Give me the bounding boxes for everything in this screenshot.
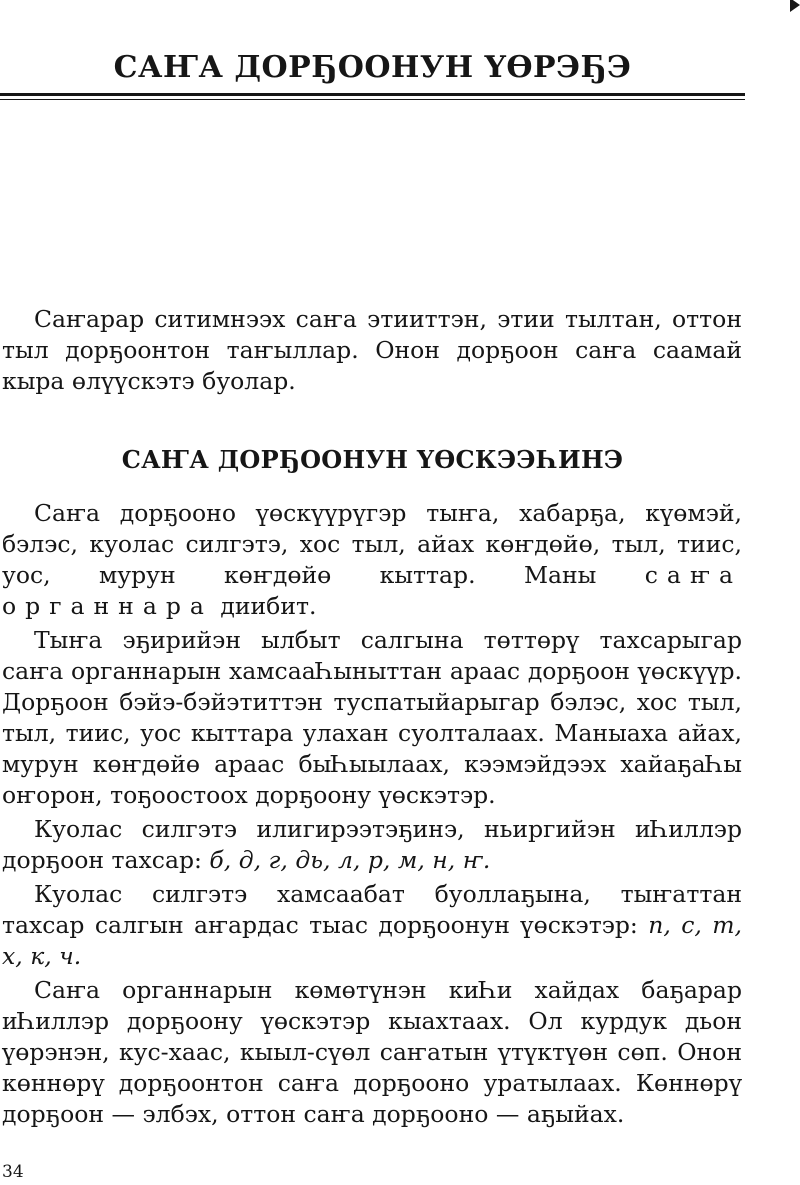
corner-mark [790, 0, 800, 12]
header-rule-thick [0, 93, 745, 96]
intro-paragraph: Саҥарар ситимнээх саҥа этииттэн, этии тылтан, оттон тыл дорҕоонтон таҥыллар. Онон дорҕоон саҥа саамай кыра өлүүскэтэ буолар. [2, 305, 742, 395]
header-rule-thin [0, 99, 745, 100]
voiced-letters: б, д, г, дь, л, р, м, н, ҥ. [209, 846, 491, 874]
spaced-term: саҥа органнара [2, 561, 742, 620]
paragraph-1 [2, 498, 742, 622]
body-block [2, 498, 742, 1133]
paragraph-1-end: диибит. [220, 592, 317, 620]
paragraph-3 [2, 814, 742, 876]
intro-block [2, 304, 742, 397]
running-head: САҤА ДОРҔООНУН ҮӨРЭҔЭ [113, 50, 632, 85]
voiceless-letters: п, с, т, х, к, ч. [2, 911, 742, 970]
section-heading: САҤА ДОРҔООНУН ҮӨСКЭЭҺИНЭ [121, 445, 624, 474]
paragraph-4-text: Куолас силгэтэ хамсаабат буоллаҕына, тыҥаттан тахсар салгын аҥардас тыас дорҕоонун үөскэтэр: [2, 880, 742, 939]
paragraph-1-text: Саҥа дорҕооно үөскүүрүгэр тыҥа, хабарҕа, күөмэй, бэлэс, куолас силгэтэ, хос тыл, айах көҥдөйө, тыл, тиис, уос, мурун көҥдөйө кыттар. Маны [2, 499, 742, 589]
page-number: 34 [2, 1162, 24, 1182]
paragraph-5: Саҥа органнарын көмөтүнэн киҺи хайдах баҕарар иҺиллэр дорҕоону үөскэтэр кыахтаах. Ол курдук дьон үөрэнэн, кус-хаас, кыыл-сүөл саҥатын үтүктүөн сөп. Онон көннөрү дорҕоонтон саҥа дорҕооно уратылаах. Көннөрү дорҕоон — элбэх, оттон саҥа дорҕооно — аҕыйах. [2, 976, 742, 1128]
paragraph-2: Тыҥа эҕирийэн ылбыт салгына төттөрү тахсарыгар саҥа органнарын хамсааҺыныттан араас дорҕоон үөскүүр. Дорҕоон бэйэ-бэйэтиттэн туспатыйарыгар бэлэс, хос тыл, тыл, тиис, уос кыттара улахан суолталаах. Маныаха айах, мурун көҥдөйө араас быҺыылаах, кээмэйдээх хайаҕаҺы оҥорон, тоҕоостоох дорҕоону үөскэтэр. [2, 626, 742, 809]
paragraph-3-text: Куолас силгэтэ илигирээтэҕинэ, ньиргийэн иҺиллэр дорҕоон тахсар: [2, 815, 742, 874]
paragraph-4 [2, 879, 742, 972]
